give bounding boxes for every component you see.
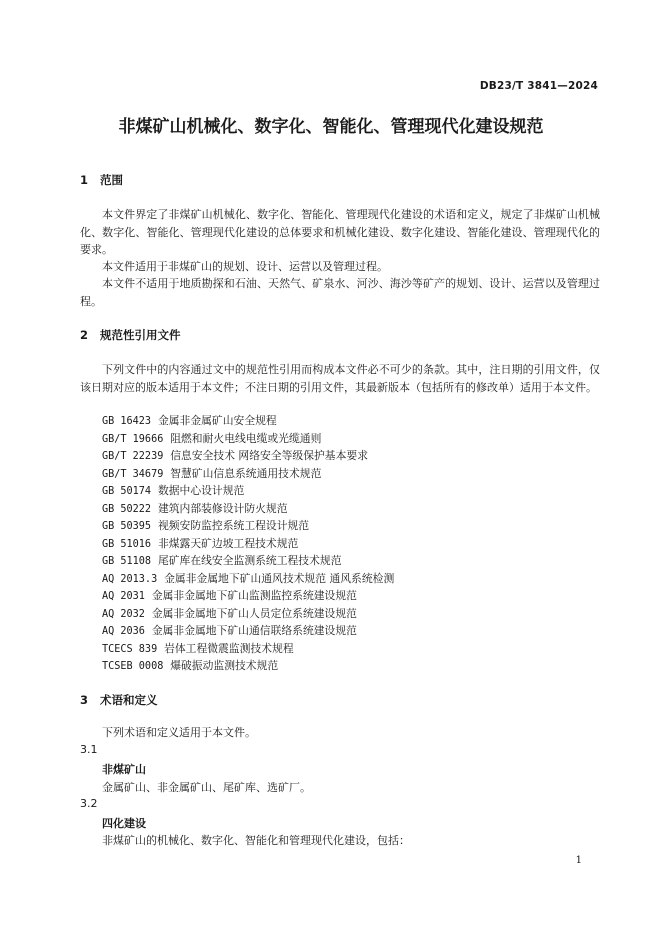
reference-code: GB 50174 (102, 486, 152, 497)
reference-item (102, 430, 321, 449)
reference-title: 爆破振动监测技术规范 (170, 659, 279, 672)
section-title: 范围 (100, 173, 123, 187)
reference-code: AQ 2031 (102, 591, 145, 602)
reference-title: 智慧矿山信息系统通用技术规范 (170, 466, 322, 480)
reference-title: 金属非金属地下矿山人员定位系统建设规范 (151, 606, 357, 620)
page-number: 1 (575, 855, 582, 866)
reference-code: GB 51016 (102, 538, 152, 550)
reference-title: 视频安防监控系统工程设计规范 (157, 519, 310, 532)
section-2-heading (80, 327, 181, 343)
reference-title: 信息安全技术 网络安全等级保护基本要求 (170, 449, 368, 462)
reference-code: AQ 2013.3 (102, 573, 158, 585)
reference-item (102, 570, 394, 589)
term-definition: 非煤矿山的机械化、数字化、智能化和管理现代化建设，包括： (102, 834, 410, 847)
reference-code: GB/T 19666 (102, 433, 164, 445)
section-1-heading (80, 172, 123, 188)
reference-title: 岩体工程微震监测技术规程 (164, 641, 294, 655)
reference-item (102, 622, 357, 641)
document-title: 非煤矿山机械化、数字化、智能化、管理现代化建设规范 (118, 117, 544, 137)
term-number: 3.2 (80, 797, 98, 810)
section-number: 1 (80, 173, 89, 187)
reference-item (102, 587, 357, 606)
reference-code: GB 16423 (102, 416, 152, 427)
reference-title: 建筑内部装修设计防火规范 (157, 501, 288, 515)
term-definition: 金属矿山、非金属矿山、尾矿库、选矿厂。 (102, 781, 311, 794)
reference-item (102, 657, 278, 676)
reference-code: TCECS 839 (102, 643, 158, 655)
reference-item (102, 482, 244, 501)
paragraph: 本文件不适用于地质勘探和石油、天然气、矿泉水、河沙、海沙等矿产的规划、设计、运营以及管理过程。 (80, 277, 600, 308)
term-name: 四化建设 (102, 817, 146, 830)
reference-item (102, 640, 294, 659)
reference-code: GB/T 34679 (102, 468, 164, 480)
reference-title: 阻燃和耐火电线电缆或光缆通则 (170, 431, 322, 445)
reference-code: TCSEB 0008 (102, 661, 164, 672)
section-number: 3 (80, 693, 89, 707)
section-title: 规范性引用文件 (100, 328, 181, 342)
reference-item (102, 535, 298, 554)
reference-item (102, 465, 321, 484)
reference-title: 金属非金属矿山安全规程 (157, 414, 277, 427)
reference-code: AQ 2032 (102, 608, 145, 620)
reference-code: GB 50222 (102, 503, 152, 515)
reference-item (102, 552, 342, 571)
reference-title: 金属非金属地下矿山通信联络系统建设规范 (151, 624, 357, 637)
reference-code: GB/T 22239 (102, 451, 164, 462)
section-title: 术语和定义 (100, 693, 158, 707)
reference-code: AQ 2036 (102, 626, 145, 637)
reference-code: GB 51108 (102, 556, 152, 567)
term-number: 3.1 (80, 743, 98, 756)
reference-title: 金属非金属地下矿山通风技术规范 通风系统检测 (164, 571, 395, 585)
paragraph: 本文件适用于非煤矿山的规划、设计、运营以及管理过程。 (102, 260, 388, 273)
paragraph: 本文件界定了非煤矿山机械化、数字化、智能化、管理现代化建设的术语和定义，规定了非煤矿山机械化、数字化、智能化、管理现代化建设的总体要求和机械化建设、数字化建设、智能化建设、管理现代化的要求。 (80, 208, 600, 256)
section-3-heading (80, 692, 158, 708)
reference-item (102, 517, 309, 536)
reference-title: 数据中心设计规范 (157, 484, 245, 497)
reference-title: 非煤露天矿边坡工程技术规范 (157, 536, 299, 550)
reference-item (102, 605, 357, 624)
reference-item (102, 447, 368, 466)
standard-code: DB23/T 3841—2024 (479, 80, 598, 92)
reference-title: 金属非金属地下矿山监测监控系统建设规范 (151, 589, 357, 602)
paragraph: 下列术语和定义适用于本文件。 (102, 726, 256, 739)
reference-item (102, 500, 288, 519)
reference-title: 尾矿库在线安全监测系统工程技术规范 (157, 554, 342, 567)
section-number: 2 (80, 328, 89, 342)
paragraph: 下列文件中的内容通过文中的规范性引用而构成本文件必不可少的条款。其中，注日期的引用文件，仅该日期对应的版本适用于本文件；不注日期的引用文件，其最新版本（包括所有的修改单）适用于本文件。 (80, 363, 600, 394)
reference-code: GB 50395 (102, 521, 152, 532)
reference-item (102, 412, 277, 431)
term-name: 非煤矿山 (102, 763, 146, 776)
